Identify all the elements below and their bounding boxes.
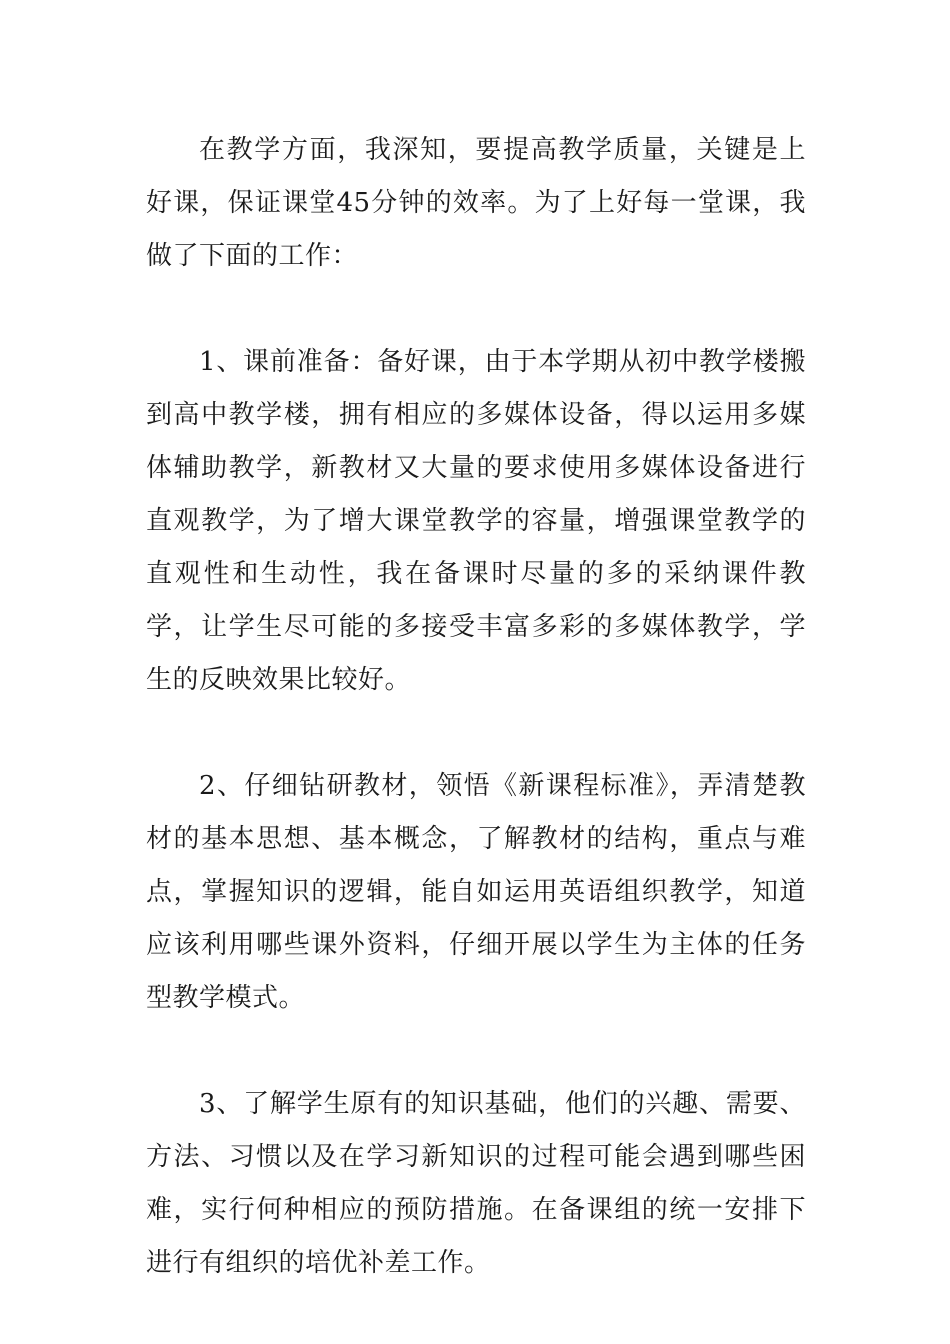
document-page xyxy=(146,124,806,1290)
paragraph-item-1: 1、课前准备：备好课，由于本学期从初中教学楼搬到高中教学楼，拥有相应的多媒体设备，得以运用多媒体辅助教学，新教材又大量的要求使用多媒体设备进行直观教学，为了增大课堂教学的容量，增强课堂教学的直观性和生动性，我在备课时尽量的多的采纳课件教学，让学生尽可能的多接受丰富多彩的多媒体教学，学生的反映效果比较好。 xyxy=(146,347,806,695)
paragraph-item-3: 3、了解学生原有的知识基础，他们的兴趣、需要、方法、习惯以及在学习新知识的过程可能会遇到哪些困难，实行何种相应的预防措施。在备课组的统一安排下进行有组织的培优补差工作。 xyxy=(146,1089,806,1278)
paragraph-item-2: 2、仔细钻研教材，领悟《新课程标准》，弄清楚教材的基本思想、基本概念，了解教材的结构，重点与难点，掌握知识的逻辑，能自如运用英语组织教学，知道应该利用哪些课外资料，仔细开展以学生为主体的任务型教学模式。 xyxy=(146,771,806,1013)
paragraph-intro: 在教学方面，我深知，要提高教学质量，关键是上好课，保证课堂45分钟的效率。为了上好每一堂课，我做了下面的工作： xyxy=(146,135,806,271)
